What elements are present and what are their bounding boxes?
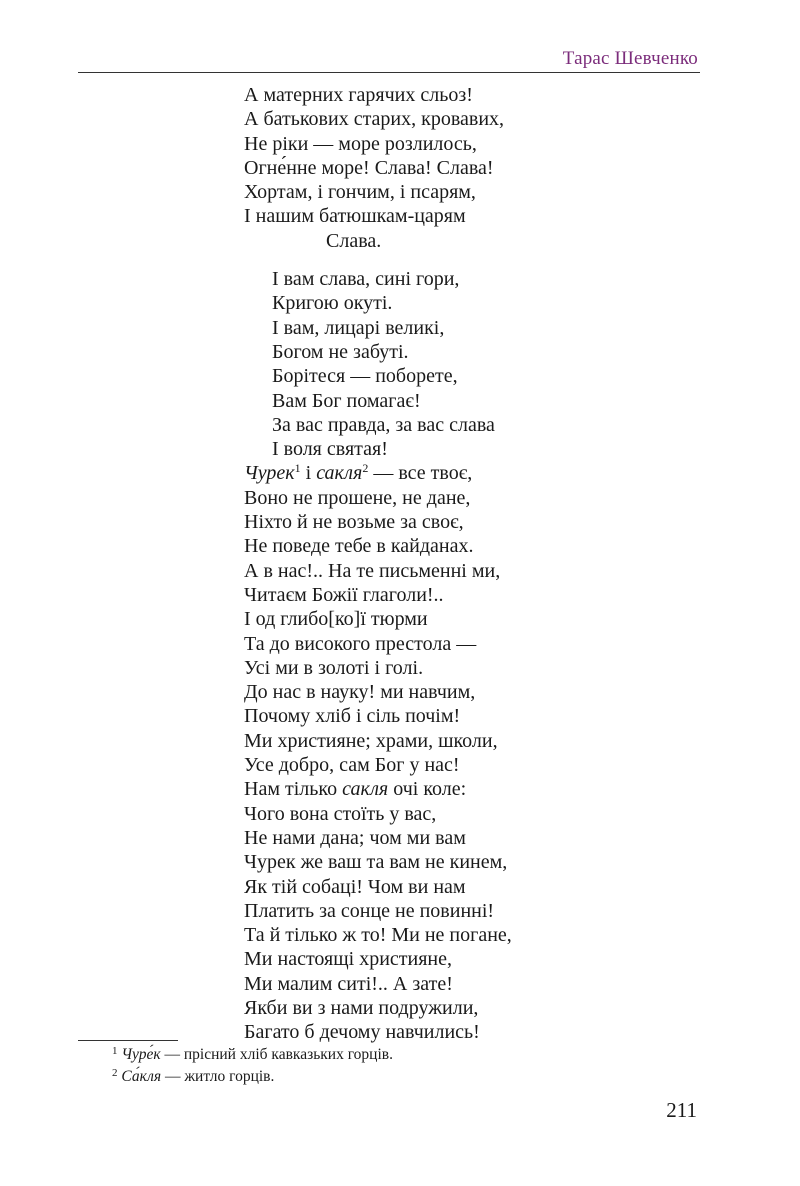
poem-line: А батькових старих, кровавих, [244, 108, 505, 131]
poem-line: Читаєм Божії глаголи!.. [244, 583, 444, 606]
poem-line: Ми християне; храми, школи, [244, 729, 498, 752]
poem-line: Не поведе тебе в кайданах. [244, 535, 474, 558]
term-churek: Чурек [244, 462, 295, 485]
line-post: очі коле: [388, 778, 467, 801]
poem-line: Якби ви з нами подружили, [244, 996, 479, 1019]
poem-line: І нашим батюшкам-царям [244, 205, 466, 228]
conjunction: і [300, 462, 317, 485]
poem-line: Ми настоящі християне, [244, 948, 452, 971]
poem-line: Не нами дана; чом ми вам [244, 826, 466, 849]
poem-line: Та до високого престола — [244, 632, 477, 655]
footnote-text: — прісний хліб кавказьких горців. [160, 1046, 393, 1063]
poem-line: Вам Бог помагає! [272, 389, 421, 412]
poem-line: До нас в науку! ми навчим, [244, 681, 476, 704]
poem-line: І воля святая! [272, 438, 388, 461]
header-rule [78, 72, 700, 73]
term-sakla: сакля [316, 462, 363, 485]
poem-line-sakla [244, 777, 512, 801]
poem-line: І од глибо[ко]ї тюрми [244, 608, 428, 631]
poem-line: Ми малим ситі!.. А зате! [244, 972, 453, 995]
page-number: 211 [666, 1098, 697, 1122]
footnote-text: — житло горців. [161, 1068, 275, 1085]
poem-line: Ніхто й не возьме за своє, [244, 511, 464, 534]
footnote-ref-1: 1 [294, 461, 301, 476]
poem-line: Чурек же ваш та вам не кинем, [244, 851, 508, 874]
footnote-number: 2 [112, 1067, 118, 1079]
poem-line-slava: Слава. [326, 229, 382, 252]
poem-line: Богом не забуті. [272, 340, 409, 363]
footnote-term: Са́кля [121, 1068, 162, 1085]
poem-line: Чого вона стоїть у вас, [244, 802, 437, 825]
line-pre: Нам тілько [244, 778, 343, 801]
poem-line: І вам, лицарі великі, [272, 316, 445, 339]
poem-line-churek [244, 461, 512, 485]
poem-line: Платить за сонце не повинні! [244, 899, 495, 922]
poem-line: Та й тілько ж то! Ми не погане, [244, 924, 512, 947]
footnote-rule [78, 1040, 178, 1041]
poem-line: Хортам, і гончим, і псарям, [244, 181, 476, 204]
poem-line: Почому хліб і сіль почім! [244, 705, 461, 728]
poem-line: Не ріки — море розлилось, [244, 132, 477, 155]
footnote-term: Чуре́к [121, 1046, 161, 1063]
poem-body [244, 83, 512, 1045]
term-sakla-inline: сакля [342, 778, 389, 801]
footnote-1 [112, 1046, 393, 1064]
poem-line: А в нас!.. На те письменні ми, [244, 559, 501, 582]
poem-line: Багато б дечому навчились! [244, 1021, 480, 1044]
running-head: Тарас Шевченко [562, 48, 698, 69]
poem-line: А матерних гарячих сльоз! [244, 84, 473, 106]
footnote-2 [112, 1068, 274, 1086]
poem-line: Як тій собаці! Чом ви нам [244, 875, 466, 898]
poem-line: Усі ми в золоті і голі. [244, 656, 424, 679]
poem-line: Воно не прошене, не дане, [244, 486, 471, 509]
poem-line: Огне́нне море! Слава! Слава! [244, 156, 494, 179]
poem-line: За вас правда, за вас слава [272, 413, 495, 436]
footnote-number: 1 [112, 1045, 118, 1057]
poem-line: Борітеся — поборете, [272, 365, 458, 388]
poem-line: Усе добро, сам Бог у нас! [244, 754, 460, 777]
poem-line: Кригою окуті. [272, 292, 393, 315]
poem-line: І вам слава, сині гори, [272, 268, 460, 291]
line-rest: — все твоє, [368, 462, 473, 485]
footnote-ref-2: 2 [362, 461, 369, 476]
